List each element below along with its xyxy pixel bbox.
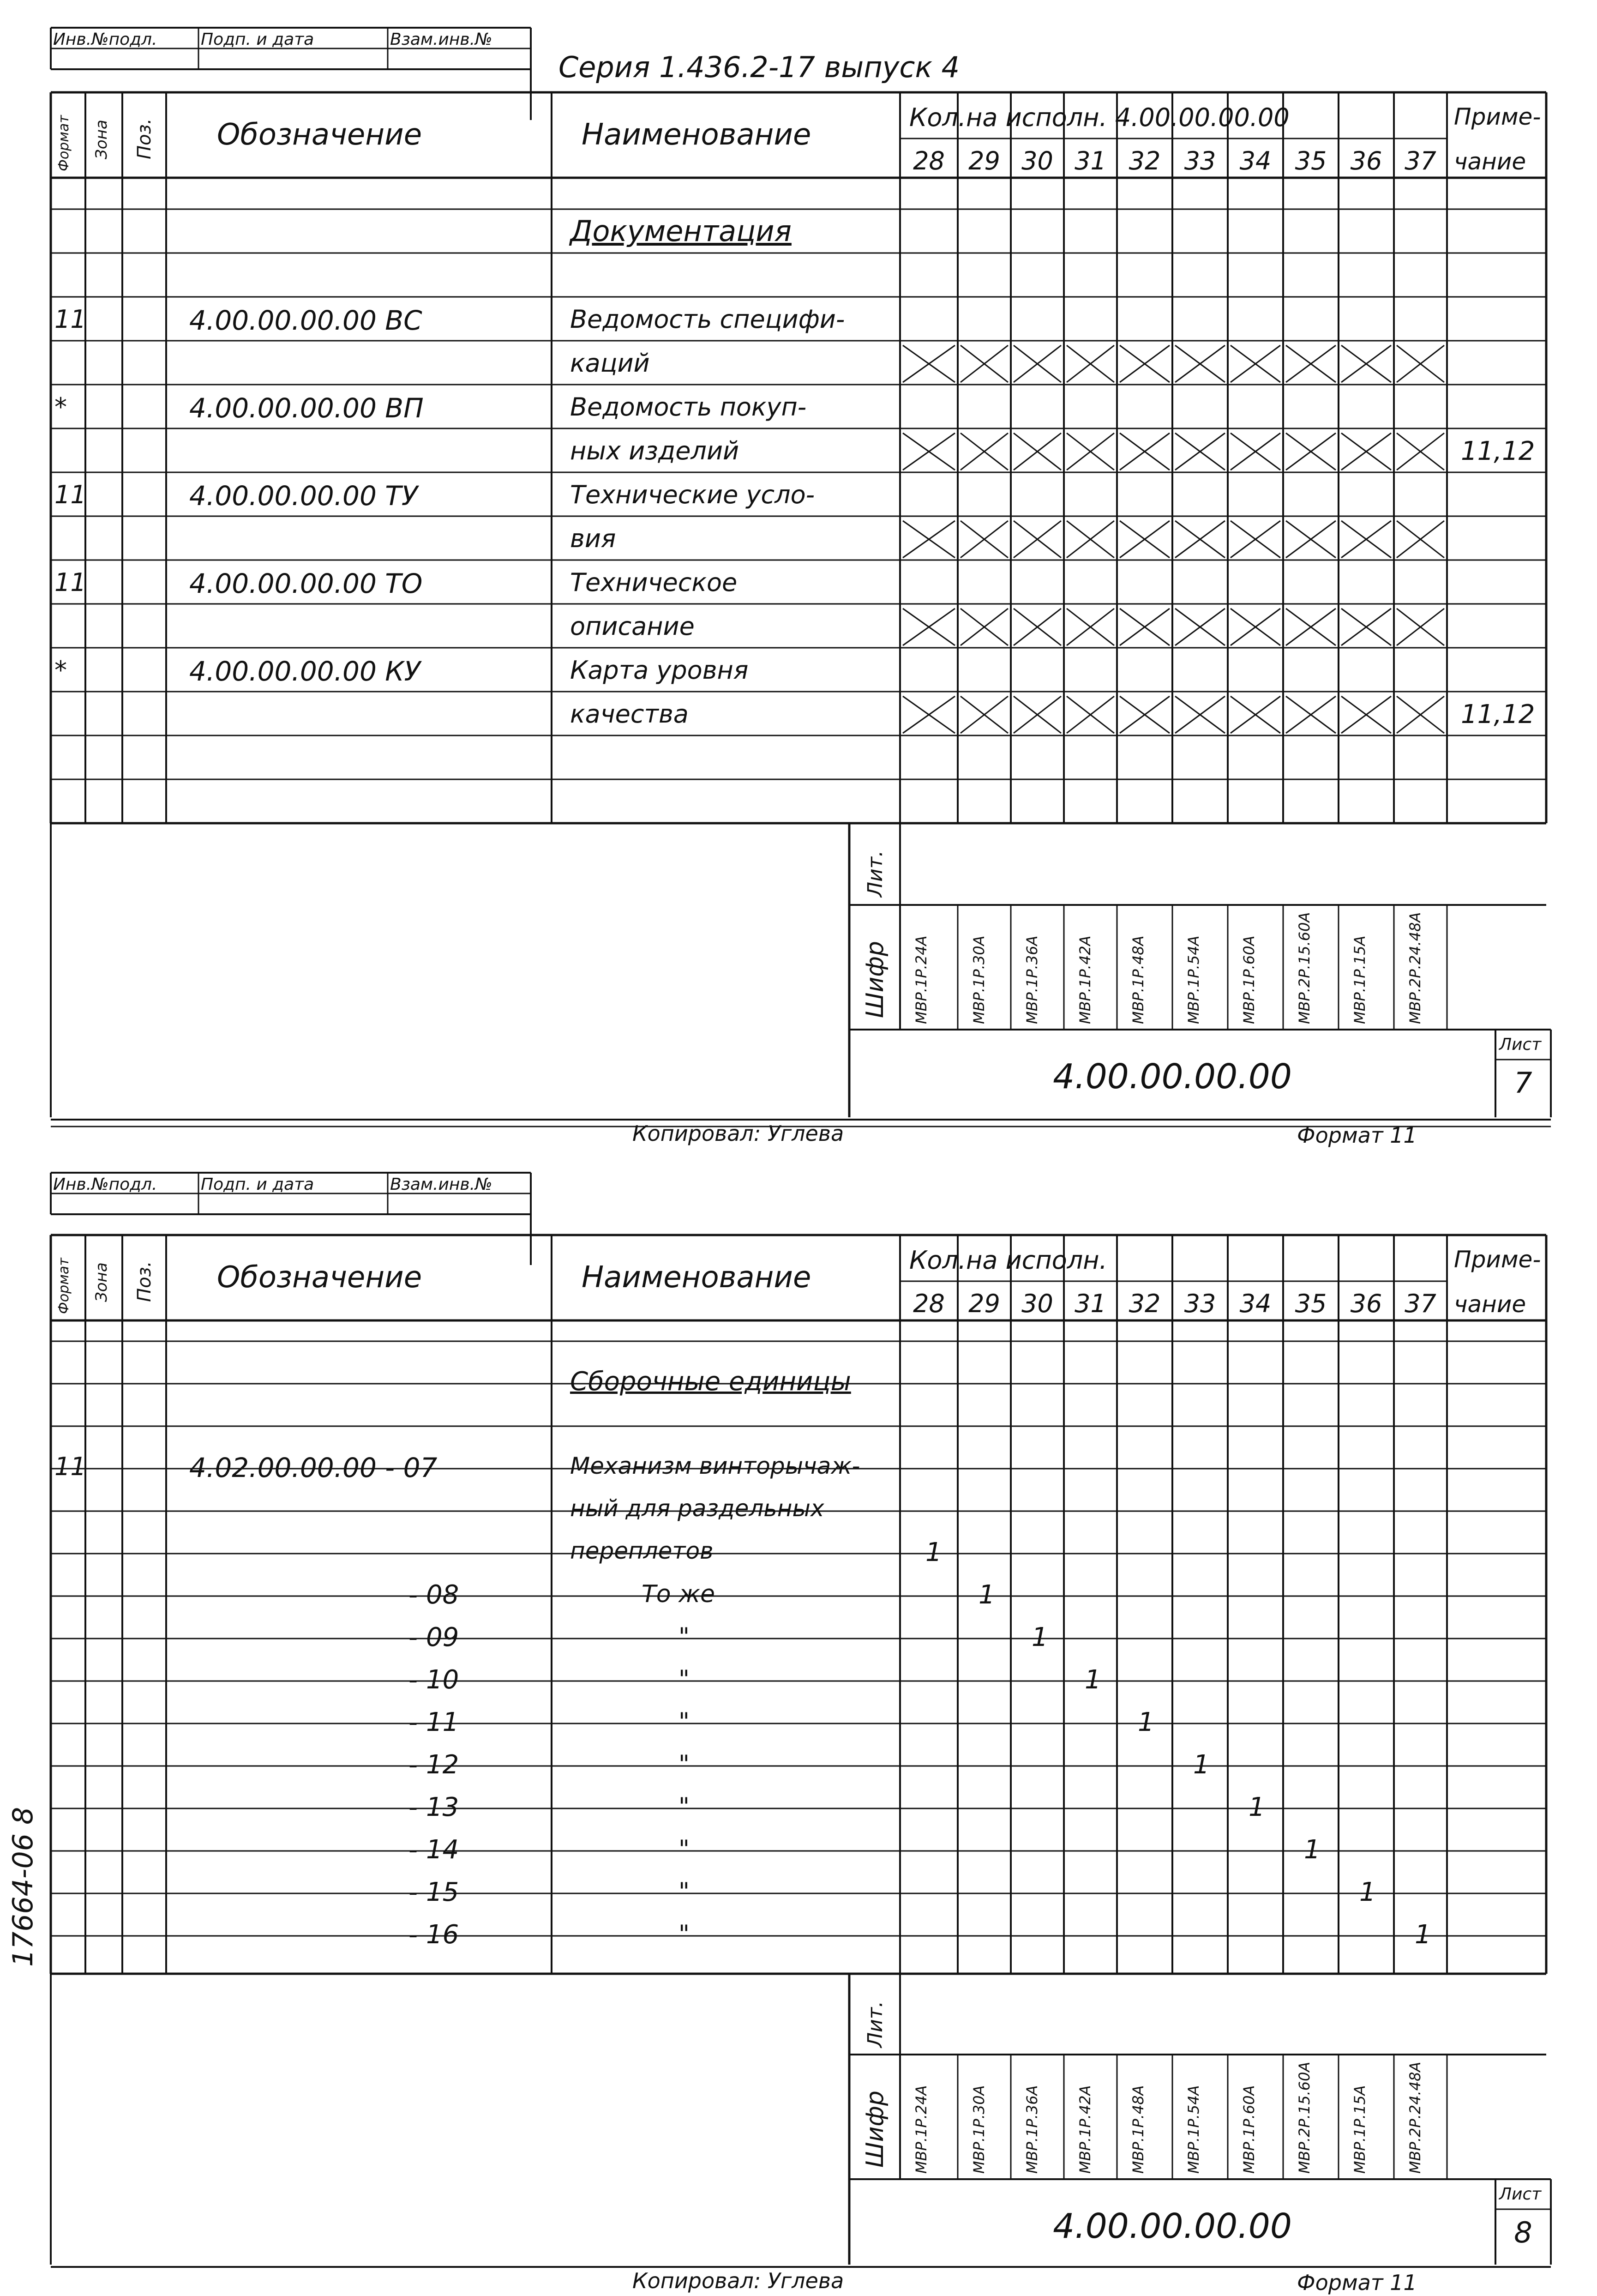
row-designation: - 09 — [408, 1622, 459, 1652]
side-stamp: 17664-06 8 — [7, 1807, 39, 1967]
col-note-label: Приме- — [1454, 103, 1541, 130]
row-designation: 4.00.00.00.00 КУ — [189, 656, 420, 687]
variant-number: 33 — [1184, 1289, 1216, 1318]
cipher-code: МВР.1Р.42А — [1076, 935, 1094, 1024]
cipher-code: МВР.2Р.24.48А — [1406, 2061, 1424, 2174]
row-qty: 1 — [1193, 1750, 1210, 1780]
cipher-code: МВР.2Р.15.60А — [1296, 912, 1313, 1024]
cipher-code: МВР.1Р.36А — [1023, 2085, 1041, 2174]
col-name-label: Наименование — [582, 118, 811, 152]
row-name: Техническое — [570, 568, 738, 597]
row-designation: 4.00.00.00.00 ТО — [189, 568, 423, 599]
cipher-code: МВР.1Р.30А — [970, 935, 988, 1024]
stamp-label: Подп. и дата — [201, 1175, 314, 1194]
cipher-code: МВР.2Р.15.60А — [1296, 2061, 1313, 2174]
row-name: " — [678, 1665, 690, 1693]
row-designation: - 15 — [408, 1877, 459, 1907]
row-name: " — [678, 1708, 690, 1736]
row-format: * — [54, 392, 67, 422]
cipher-code: МВР.1Р.36А — [1023, 935, 1041, 1024]
variant-number: 37 — [1405, 1289, 1436, 1318]
variant-number: 35 — [1295, 146, 1327, 175]
variant-number: 31 — [1075, 146, 1106, 175]
sheet-label: Лист — [1499, 2185, 1542, 2204]
row-name: ных изделий — [570, 436, 739, 465]
variant-number: 28 — [913, 1289, 945, 1318]
row-note: 11,12 — [1461, 699, 1535, 729]
row-qty: 1 — [1032, 1622, 1048, 1652]
row-designation: 4.00.00.00.00 ТУ — [189, 480, 418, 512]
row-qty: 1 — [1359, 1877, 1376, 1907]
row-designation: - 10 — [408, 1665, 459, 1695]
cipher-code: МВР.2Р.24.48А — [1406, 912, 1424, 1024]
row-name: ный для раздельных — [570, 1495, 824, 1522]
row-designation: - 13 — [408, 1792, 459, 1822]
cipher-code: МВР.1Р.54А — [1185, 2085, 1202, 2174]
row-format: 11 — [54, 480, 86, 509]
row-qty: 1 — [1249, 1792, 1265, 1822]
cipher-code: МВР.1Р.15А — [1351, 2085, 1369, 2174]
lit-label: Лит. — [864, 2001, 887, 2048]
col-format-label: Формат — [56, 1258, 72, 1314]
cipher-code: МВР.1Р.30А — [970, 2085, 988, 2174]
row-designation: - 16 — [408, 1920, 459, 1950]
variant-number: 34 — [1239, 146, 1272, 175]
sheet-number: 7 — [1514, 1066, 1532, 1100]
copied-by: Копировал: Углева — [632, 1121, 844, 1146]
cipher-code: МВР.1Р.48А — [1129, 2085, 1147, 2174]
format-label: Формат 11 — [1297, 1123, 1417, 1148]
cipher-code: МВР.1Р.60А — [1240, 935, 1258, 1024]
row-qty: 1 — [1415, 1920, 1431, 1950]
variant-number: 32 — [1129, 146, 1161, 175]
variant-number: 34 — [1239, 1289, 1272, 1318]
row-name: Технические усло- — [570, 480, 815, 509]
stamp-label: Взам.инв.№ — [390, 30, 492, 49]
section-title: Сборочные единицы — [570, 1367, 851, 1397]
variant-number: 36 — [1350, 1289, 1382, 1318]
row-qty: 1 — [979, 1580, 995, 1610]
variant-number: 30 — [1021, 146, 1053, 175]
row-name: " — [678, 1793, 690, 1820]
col-qty-label: Кол.на исполн. — [909, 1246, 1107, 1275]
row-note: 11,12 — [1461, 436, 1535, 466]
row-name: качества — [570, 699, 689, 729]
sheet-number: 8 — [1514, 2216, 1532, 2249]
cipher-code: МВР.1Р.60А — [1240, 2085, 1258, 2174]
stamp-label: Подп. и дата — [201, 30, 314, 49]
variant-number: 31 — [1075, 1289, 1106, 1318]
row-designation: - 14 — [408, 1835, 459, 1865]
col-note-label: чание — [1454, 1291, 1526, 1318]
col-pos-label: Поз. — [134, 1261, 155, 1302]
col-designation-label: Обозначение — [217, 118, 422, 152]
row-format: 11 — [54, 568, 86, 597]
row-name: Ведомость покуп- — [570, 392, 807, 422]
col-note-label: Приме- — [1454, 1246, 1541, 1273]
row-qty: 1 — [925, 1537, 942, 1567]
lit-label: Лит. — [864, 850, 887, 897]
row-designation: 4.02.00.00.00 - 07 — [189, 1452, 438, 1483]
row-format: 11 — [54, 305, 86, 334]
cipher-code: МВР.1Р.24А — [913, 935, 930, 1024]
row-name: Механизм винторычаж- — [570, 1452, 860, 1479]
row-designation: 4.00.00.00.00 ВП — [189, 392, 424, 424]
cipher-code: МВР.1Р.48А — [1129, 935, 1147, 1024]
col-qty-label: Кол.на исполн. 4.00.00.00.00 — [909, 103, 1290, 132]
series-title: Серия 1.436.2-17 выпуск 4 — [558, 50, 960, 84]
row-name: каций — [570, 349, 650, 378]
col-designation-label: Обозначение — [217, 1260, 422, 1295]
row-name: " — [678, 1623, 690, 1651]
row-format: * — [54, 656, 67, 685]
variant-number: 28 — [913, 146, 945, 175]
row-name: " — [678, 1835, 690, 1863]
cipher-code: МВР.1Р.42А — [1076, 2085, 1094, 2174]
row-designation: - 11 — [408, 1707, 459, 1737]
section-title: Документация — [570, 214, 792, 248]
row-name: То же — [642, 1580, 715, 1608]
sheet-label: Лист — [1499, 1035, 1542, 1054]
row-qty: 1 — [1138, 1707, 1154, 1737]
row-designation: - 08 — [408, 1580, 459, 1610]
variant-number: 29 — [968, 1289, 1000, 1318]
variant-number: 32 — [1129, 1289, 1161, 1318]
col-pos-label: Поз. — [134, 118, 155, 159]
cipher-label: Шифр — [861, 2091, 889, 2168]
variant-number: 37 — [1405, 146, 1436, 175]
col-zone-label: Зона — [92, 120, 111, 159]
col-zone-label: Зона — [92, 1262, 111, 1302]
row-name: " — [678, 1878, 690, 1905]
copied-by: Копировал: Углева — [632, 2268, 844, 2293]
doc-number: 4.00.00.00.00 — [1053, 2206, 1292, 2246]
row-format: 11 — [54, 1452, 86, 1481]
row-qty: 1 — [1085, 1665, 1101, 1695]
row-qty: 1 — [1304, 1835, 1321, 1865]
variant-number: 33 — [1184, 146, 1216, 175]
row-designation: - 12 — [408, 1750, 459, 1780]
row-name: описание — [570, 612, 695, 641]
row-name: переплетов — [570, 1537, 714, 1564]
row-name: вия — [570, 524, 616, 553]
stamp-label: Взам.инв.№ — [390, 1175, 492, 1194]
row-name: Карта уровня — [570, 656, 749, 685]
variant-number: 29 — [968, 146, 1000, 175]
variant-number: 35 — [1295, 1289, 1327, 1318]
cipher-code: МВР.1Р.15А — [1351, 935, 1369, 1024]
row-name: Ведомость специфи- — [570, 305, 845, 334]
format-label: Формат 11 — [1297, 2270, 1417, 2295]
stamp-label: Инв.№подл. — [53, 1175, 157, 1194]
col-name-label: Наименование — [582, 1260, 811, 1295]
row-name: " — [678, 1920, 690, 1948]
row-name: " — [678, 1750, 690, 1778]
variant-number: 30 — [1021, 1289, 1053, 1318]
stamp-label: Инв.№подл. — [53, 30, 157, 49]
doc-number: 4.00.00.00.00 — [1053, 1057, 1292, 1097]
cipher-code: МВР.1Р.54А — [1185, 935, 1202, 1024]
row-designation: 4.00.00.00.00 ВС — [189, 305, 422, 336]
cipher-code: МВР.1Р.24А — [913, 2085, 930, 2174]
cipher-label: Шифр — [861, 941, 889, 1018]
col-note-label: чание — [1454, 148, 1526, 175]
variant-number: 36 — [1350, 146, 1382, 175]
col-format-label: Формат — [56, 115, 72, 171]
